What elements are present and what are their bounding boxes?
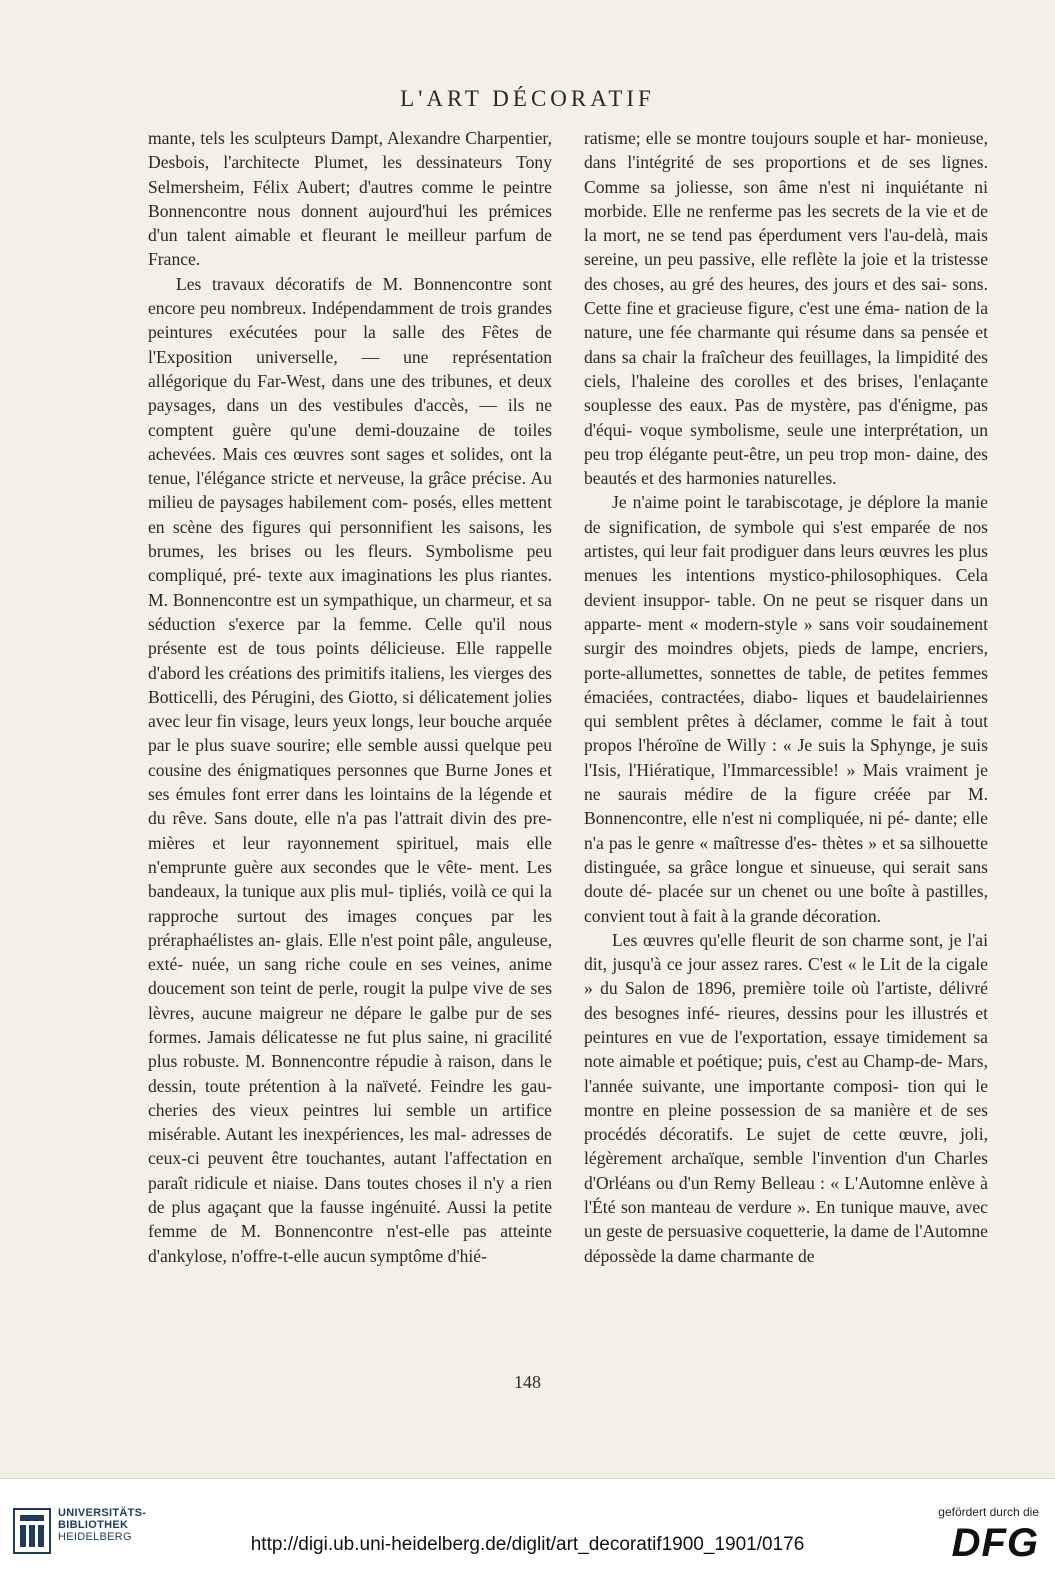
sponsor-caption: gefördert durch die [938, 1505, 1039, 1519]
page-number: 148 [514, 1372, 541, 1392]
dfg-logo[interactable]: DFG [951, 1521, 1039, 1565]
paragraph: ratisme; elle se montre toujours souple et har- monieuse, dans l'intégrité de ses proportions et de ses lignes. Comme sa joliesse, son âme n'est ni inquiétante ni morbide. Elle ne renferme pas les secrets de la vie et de la mort, ne se tend pas éperdument vers l'au-delà, mais sereine, un peu passive, elle reflète la joie et la tristesse des choses, au gré des heures, des jours et des sai- sons. Cette fine et gracieuse figure, c'est une éma- nation de la nature, une fée charmante qui résume dans sa pensée et dans sa chair la fraîcheur des feuillages, la limpidité des ciels, l'haleine des corolles et des brises, l'enlaçante souplesse des eaux. Pas de mystère, pas d'énigme, pas d'équi- voque symbolisme, seule une interprétation, un peu trop élégante peut-être, un peu trop mon- daine, des beautés et des harmonies naturelles. [584, 128, 988, 489]
library-name: UNIVERSITÄTS- BIBLIOTHEK HEIDELBERG [58, 1507, 147, 1543]
paragraph: Les travaux décoratifs de M. Bonnencontre sont encore peu nombreux. Indépendamment de trois grandes peintures exécutées pour la salle des Fêtes de l'Exposition universelle, — une représentation allégorique du Far-West, dans une des tribunes, et deux paysages, dans un des vestibules d'accès, — ils ne comptent guère qu'une demi-douzaine de toiles achevées. Mais ces œuvres sont sages et solides, ont la tenue, l'élégance stricte et nerveuse, la grâce précise. Au milieu de paysages habilement com- posés, elles mettent en scène des figures qui personnifient les saisons, les brumes, les brises ou les fleurs. Symbolisme peu compliqué, pré- texte aux imaginations les plus riantes. M. Bonnencontre est un sympathique, un charmeur, et sa séduction s'exerce par la femme. Celle qu'il nous présente est de tous points délicieuse. Elle rappelle d'abord les créations des primitifs italiens, les vierges des Botticelli, des Pérugini, des Giotto, si délicatement jolies avec leur fin visage, leurs yeux longs, leur bouche arquée par le plus suave sourire; elle semble aussi quelque peu cousine des énigmatiques personnes que Burne Jones et ses émules font errer dans les lointains de la légende et du rêve. Sans doute, elle n'a pas l'attrait divin des pre- mières et leur rayonnement spirituel, mais elle n'emprunte guère aux secondes que le vête- ment. Les bandeaux, la tunique aux plis mul- tipliés, voilà ce qui la rapproche surtout des images conçues par les préraphaélistes an- glais. Elle n'est point pâle, anguleuse, exté- nuée, un sang riche coule en ses veines, anime doucement son teint de perle, rougit la pulpe vive de ses lèvres, aucune maigreur ne dépare le galbe pur de ses formes. Jamais délicatesse ne fut plus saine, ni gracilité plus robuste. M. Bonnencontre répudie à raison, dans le dessin, toute prétention à la naïveté. Feindre les gau- cheries des vieux peintres lui semble un artifice misérable. Autant les inexpériences, les mal- adresses de ceux-ci peuvent être touchantes, autant l'affectation en paraît ridicule et niaise. Dans toutes choses il n'y a rien de plus agaçant que la fausse ingénuité. Aussi la petite femme de M. Bonnencontre n'est-elle pas atteinte d'ankylose, n'offre-t-elle aucun symptôme d'hié- [148, 273, 553, 1266]
viewer-footer [0, 1478, 1055, 1583]
right-column [584, 126, 988, 1268]
paragraph: Les œuvres qu'elle fleurit de son charme sont, je l'ai dit, jusqu'à ce jour assez rares. C'est « le Lit de la cigale » du Salon de 1896, première toile où l'artiste, délivré des besognes infé- rieures, dessins pour les illustrés et peintures en vue de l'exportation, essaye timidement sa note aimable et poétique; puis, c'est au Champ-de- Mars, l'année suivante, une importante composi- tion qui le montre en pleine possession de sa manière et de ses procédés décoratifs. Le sujet de cette œuvre, joli, légèrement archaïque, semble l'invention d'un Charles d'Orléans ou d'un Remy Belleau : « L'Automne enlève à l'Été son manteau de verdure ». En tunique mauve, avec un geste de persuasive coquetterie, la dame de l'Automne dépossède la dame charmante de [584, 929, 988, 1266]
permalink-url[interactable]: http://digi.ub.uni-heidelberg.de/diglit/art_decoratif1900_1901/0176 [250, 1534, 805, 1555]
running-header: L'ART DÉCORATIF [400, 86, 655, 111]
paragraph: Je n'aime point le tarabiscotage, je déplore la manie de signification, de symbole qui s'est emparée de nos artistes, qui leur fait prodiguer dans leurs œuvres les plus menues les intentions mystico-philosophiques. Cela devient insuppor- table. On ne peut se risquer dans un apparte- ment « modern-style » sans voir soudainement surgir des moindres objets, pieds de lampe, encriers, porte-allumettes, sonnettes de table, de petites femmes émaciées, contractées, diabo- liques et baudelairiennes qui semblent prêtes à déclamer, comme le fait à tout propos l'héroïne de Willy : « Je suis la Sphynge, je suis l'Isis, l'Hiératique, l'Immarcessible! » Mais vraiment je ne saurais médire de la figure créée par M. Bonnencontre, elle n'est ni compliquée, ni pé- dante; elle n'a pas le genre « maîtresse d'es- thètes » et sa silhouette distinguée, sa grâce longue et sinueuse, qui serait sans doute dé- placée sur un chenet ou une boîte à pastilles, convient tout à fait à la grande décoration. [584, 492, 988, 926]
left-column [148, 126, 552, 1268]
paragraph: mante, tels les sculpteurs Dampt, Alexandre Charpentier, Desbois, l'architecte Plumet, les dessinateurs Tony Selmersheim, Félix Aubert; d'autres comme le peintre Bonnencontre nous donnent aujourd'hui les prémices d'un talent aimable et fleurant le meilleur parfum de France. [148, 128, 552, 270]
